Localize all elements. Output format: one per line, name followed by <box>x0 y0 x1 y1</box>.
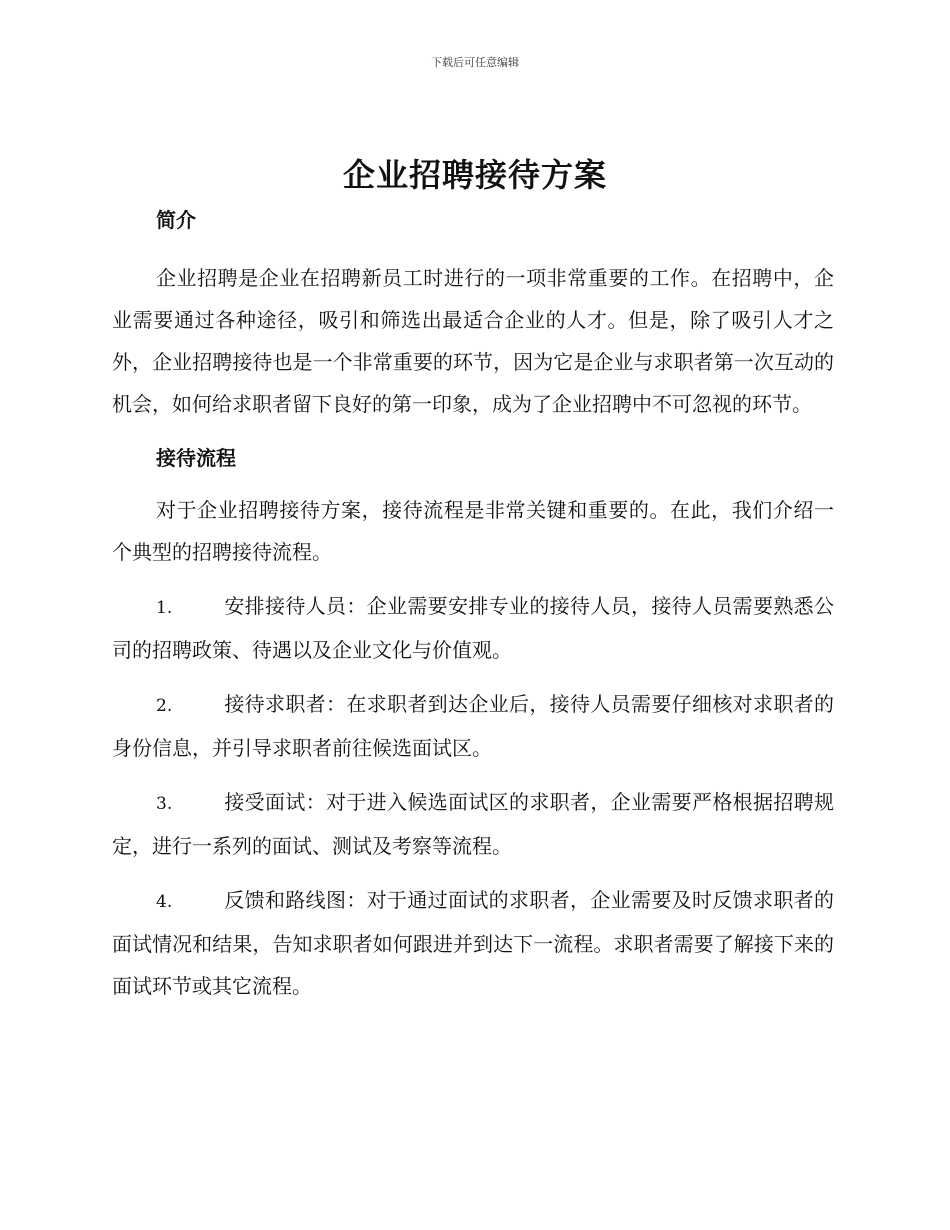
list-item-number: 4. <box>156 892 173 912</box>
list-item <box>112 585 834 671</box>
section-heading-process: 接待流程 <box>156 446 236 470</box>
list-item-text: 安排接待人员：企业需要安排专业的接待人员，接待人员需要熟悉公司的招聘政策、待遇以及企业文化与价值观。 <box>112 594 834 662</box>
list-item <box>112 781 834 867</box>
list-item-text: 反馈和路线图：对于通过面试的求职者，企业需要及时反馈求职者的面试情况和结果，告知求职者如何跟进并到达下一流程。求职者需要了解接下来的面试环节或其它流程。 <box>112 888 834 998</box>
process-paragraph: 对于企业招聘接待方案，接待流程是非常关键和重要的。在此，我们介绍一个典型的招聘接待流程。 <box>112 498 834 564</box>
list-item <box>112 683 834 769</box>
document-title: 企业招聘接待方案 <box>342 156 607 194</box>
list-item-number: 1. <box>156 598 173 618</box>
list-item-text: 接待求职者：在求职者到达企业后，接待人员需要仔细核对求职者的身份信息，并引导求职者前往候选面试区。 <box>112 692 834 760</box>
list-item <box>112 879 834 1007</box>
list-item-number: 2. <box>156 696 173 716</box>
list-item-number: 3. <box>156 794 173 814</box>
list-item-text: 接受面试：对于进入候选面试区的求职者，企业需要严格根据招聘规定，进行一系列的面试、测试及考察等流程。 <box>112 790 834 858</box>
section-heading-intro: 简介 <box>156 208 196 232</box>
intro-paragraph: 企业招聘是企业在招聘新员工时进行的一项非常重要的工作。在招聘中，企业需要通过各种途径，吸引和筛选出最适合企业的人才。但是，除了吸引人才之外，企业招聘接待也是一个非常重要的环节，因为它是企业与求职者第一次互动的机会，如何给求职者留下良好的第一印象，成为了企业招聘中不可忽视的环节。 <box>112 266 834 416</box>
page-header: 下载后可任意编辑 <box>431 56 519 69</box>
document-body <box>112 201 834 1007</box>
